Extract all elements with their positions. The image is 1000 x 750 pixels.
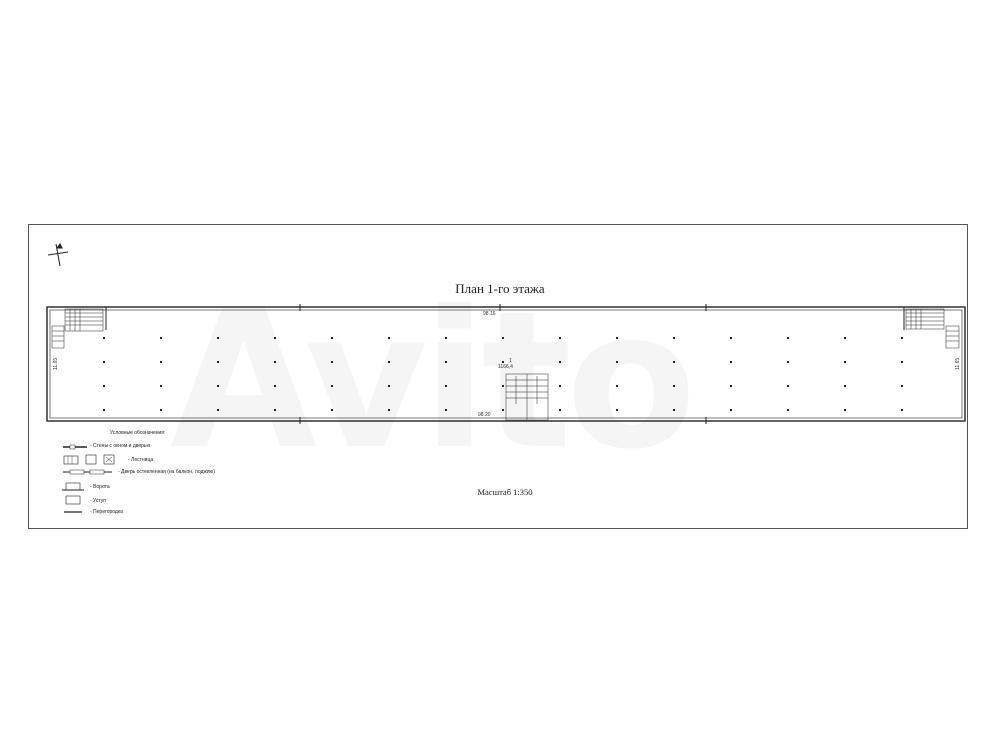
dim-right: 11.65 (955, 357, 961, 370)
column-marker (673, 361, 675, 363)
column-marker (844, 409, 846, 411)
column-marker (673, 409, 675, 411)
scale-label: Масштаб 1:350 (477, 487, 533, 497)
column-marker (445, 385, 447, 387)
partition-icon (62, 508, 86, 516)
column-marker (901, 361, 903, 363)
column-marker (559, 337, 561, 339)
column-marker (103, 337, 105, 339)
column-marker (844, 337, 846, 339)
column-marker (502, 409, 504, 411)
column-marker (787, 409, 789, 411)
column-marker (673, 385, 675, 387)
column-marker (103, 385, 105, 387)
wall-window-door-icon (62, 442, 88, 450)
dim-bottom: 98.20 (478, 412, 491, 418)
room-area: 1166,4 (498, 364, 513, 370)
legend-item: - Перегородка (62, 508, 86, 518)
column-marker (502, 385, 504, 387)
legend-item: - Лестница (62, 454, 122, 468)
column-marker (616, 385, 618, 387)
column-marker (274, 409, 276, 411)
column-marker (502, 361, 504, 363)
stairs-right (906, 309, 959, 348)
stairs-icon (62, 454, 122, 466)
column-marker (844, 385, 846, 387)
column-marker (388, 337, 390, 339)
column-marker (787, 385, 789, 387)
column-marker (901, 337, 903, 339)
column-marker (559, 385, 561, 387)
column-marker (331, 361, 333, 363)
column-marker (274, 337, 276, 339)
column-marker (502, 337, 504, 339)
column-grid (103, 337, 903, 411)
legend-item: - Стены с окном и дверью (62, 442, 88, 452)
column-marker (217, 385, 219, 387)
column-marker (274, 361, 276, 363)
column-marker (559, 409, 561, 411)
column-marker (787, 361, 789, 363)
column-marker (616, 409, 618, 411)
column-marker (730, 337, 732, 339)
dim-top: 98.16 (483, 311, 496, 317)
column-marker (445, 361, 447, 363)
glazed-door-icon (62, 468, 114, 476)
legend-item: - Дверь остекленная (на балкон, лоджию) (62, 468, 114, 478)
stairs-center (506, 374, 548, 420)
column-marker (559, 361, 561, 363)
column-marker (901, 385, 903, 387)
column-marker (901, 409, 903, 411)
column-marker (730, 385, 732, 387)
column-marker (331, 385, 333, 387)
column-marker (217, 409, 219, 411)
column-marker (103, 361, 105, 363)
column-marker (673, 337, 675, 339)
column-marker (331, 409, 333, 411)
column-marker (160, 409, 162, 411)
north-arrow-icon (48, 244, 68, 266)
stairs-left (52, 309, 103, 348)
column-marker (160, 361, 162, 363)
column-marker (616, 361, 618, 363)
room-number: 1 (509, 358, 512, 364)
legend-header: Условные обозначения: (110, 430, 166, 436)
column-marker (103, 409, 105, 411)
legend-item: - Ворота (62, 480, 86, 494)
plan-title: План 1-го этажа (455, 281, 545, 296)
column-marker (445, 409, 447, 411)
ledge-icon (62, 494, 86, 506)
column-marker (616, 337, 618, 339)
column-marker (787, 337, 789, 339)
column-marker (388, 361, 390, 363)
dim-left: 11.65 (53, 357, 59, 370)
column-marker (445, 337, 447, 339)
column-marker (388, 385, 390, 387)
column-marker (331, 337, 333, 339)
legend-item: - Уступ (62, 494, 86, 508)
column-marker (730, 409, 732, 411)
column-marker (160, 385, 162, 387)
column-marker (730, 361, 732, 363)
column-marker (217, 361, 219, 363)
column-marker (844, 361, 846, 363)
column-marker (160, 337, 162, 339)
column-marker (388, 409, 390, 411)
gate-icon (62, 480, 86, 492)
column-marker (217, 337, 219, 339)
column-marker (274, 385, 276, 387)
